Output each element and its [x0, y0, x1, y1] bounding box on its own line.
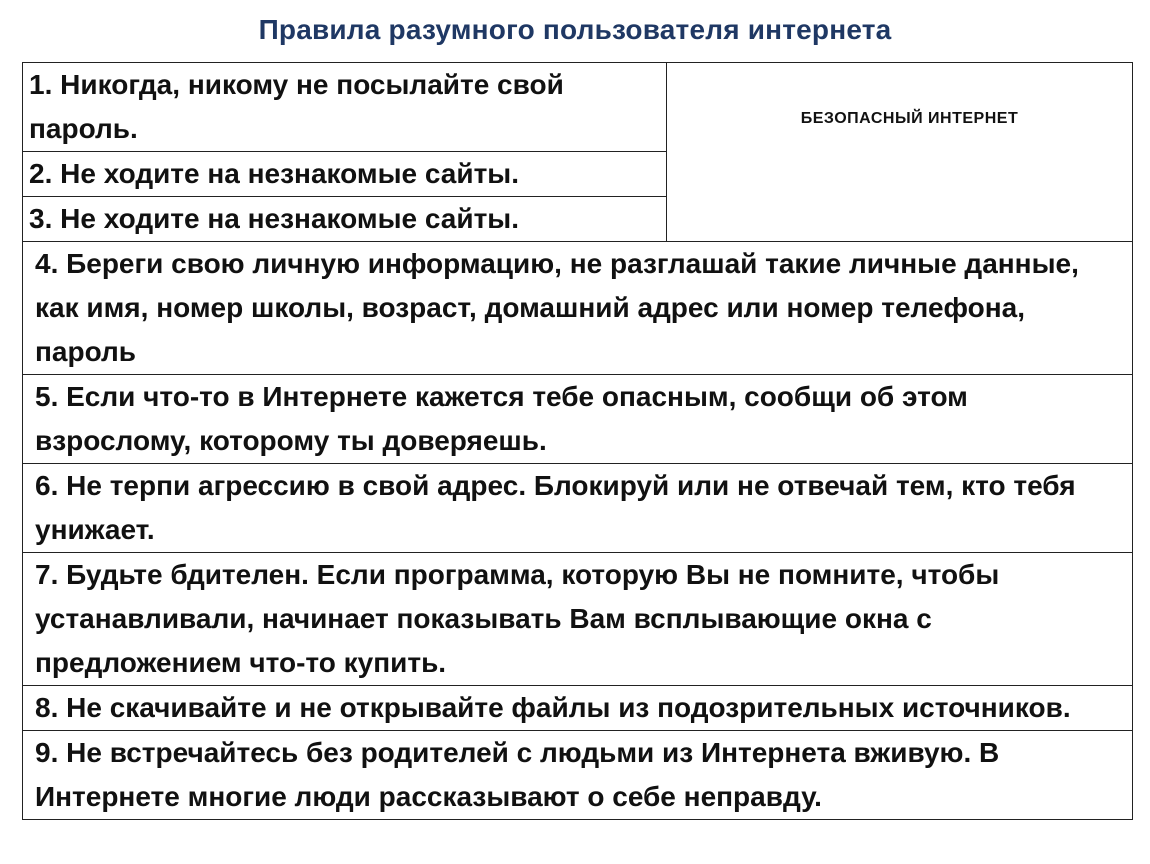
rule-6: 6. Не терпи агрессию в свой адрес. Блокируй или не отвечай тем, кто тебя унижает.	[23, 464, 1133, 553]
table-row	[23, 686, 1133, 731]
table-row	[23, 464, 1133, 553]
table-row	[23, 553, 1133, 686]
side-cell	[667, 63, 1133, 242]
rule-1: 1. Никогда, никому не посылайте свой пароль.	[23, 63, 667, 152]
rule-2: 2. Не ходите на незнакомые сайты.	[23, 152, 667, 197]
table-row	[23, 63, 1133, 152]
table-row	[23, 375, 1133, 464]
rule-9: 9. Не встречайтесь без родителей с людьми из Интернета вживую. В Интернете многие люди рассказывают о себе неправду.	[23, 731, 1133, 820]
table-row	[23, 242, 1133, 375]
table-row	[23, 731, 1133, 820]
rule-3: 3. Не ходите на незнакомые сайты.	[23, 197, 667, 242]
page-title: Правила разумного пользователя интернета	[258, 14, 892, 45]
safe-internet-label: БЕЗОПАСНЫЙ ИНТЕРНЕТ	[800, 110, 1019, 127]
rules-table	[22, 62, 1133, 820]
rule-7: 7. Будьте бдителен. Если программа, которую Вы не помните, чтобы устанавливали, начинает показывать Вам всплывающие окна с предложением что-то купить.	[23, 553, 1133, 686]
rule-8: 8. Не скачивайте и не открывайте файлы из подозрительных источников.	[23, 686, 1133, 731]
rule-5: 5. Если что-то в Интернете кажется тебе опасным, сообщи об этом взрослому, которому ты доверяешь.	[23, 375, 1133, 464]
rule-4: 4. Береги свою личную информацию, не разглашай такие личные данные, как имя, номер школы, возраст, домашний адрес или номер телефона, пароль	[23, 242, 1133, 375]
